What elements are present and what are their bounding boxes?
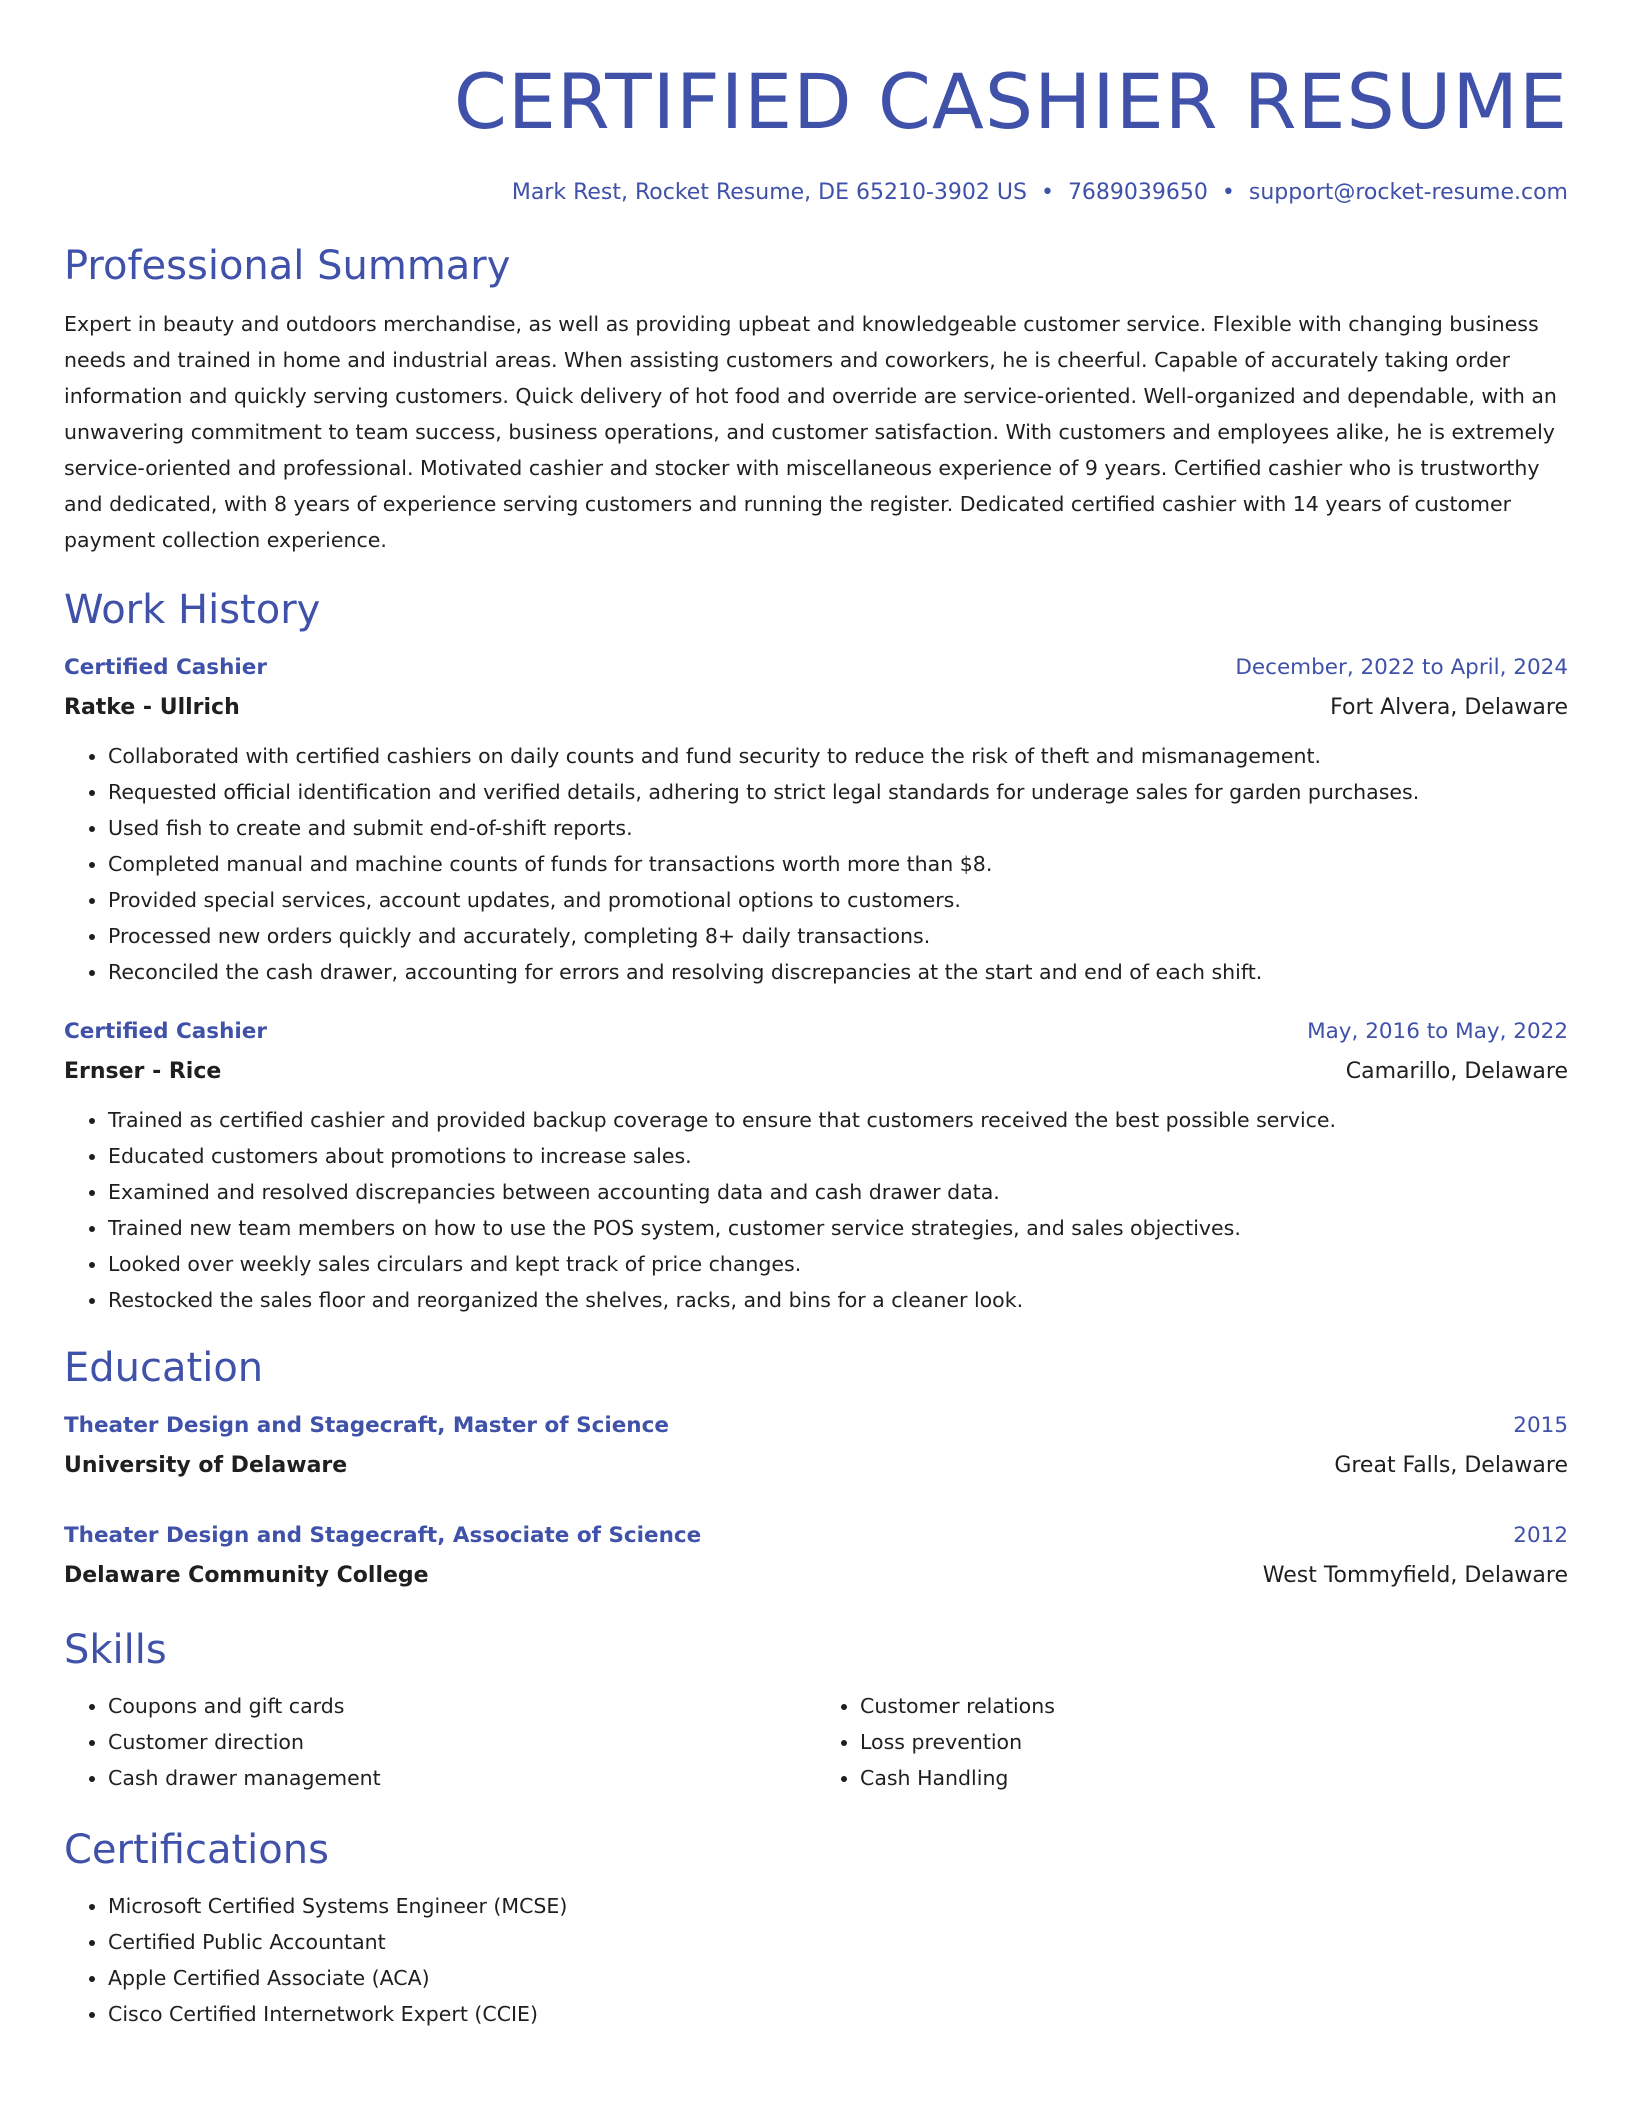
education-year: 2015 [1513,1413,1568,1438]
certifications-heading: Certifications [64,1827,329,1873]
job-bullet: • Requested official identification and verified details, adhering to strict legal standards for underage sales for garden purchases. [108,774,1568,810]
education-location: Great Falls, Delaware [1334,1453,1568,1478]
job-bullet: • Trained new team members on how to use the POS system, customer service strategies, and sales objectives. [108,1210,1568,1246]
job-employer: Ratke - Ullrich [64,695,240,720]
job-dates: December, 2022 to April, 2024 [1235,655,1568,680]
skill-item: • Cash Handling [860,1760,1568,1796]
job-bullet: • Provided special services, account updates, and promotional options to customers. [108,882,1568,918]
job-bullets [64,738,1568,990]
certification-item: • Microsoft Certified Systems Engineer (MCSE) [108,1888,1568,1924]
education-degree: Theater Design and Stagecraft, Associate of Science [64,1523,702,1548]
job-bullet: • Processed new orders quickly and accurately, completing 8+ daily transactions. [108,918,1568,954]
job-dates: May, 2016 to May, 2022 [1307,1019,1568,1044]
skill-item: • Customer direction [108,1724,816,1760]
education-degree: Theater Design and Stagecraft, Master of Science [64,1413,669,1438]
summary-heading: Professional Summary [64,243,511,289]
job-location: Fort Alvera, Delaware [1330,695,1568,720]
job-bullets [64,1102,1568,1318]
skill-item: • Customer relations [860,1688,1568,1724]
summary-text: Expert in beauty and outdoors merchandise, as well as providing upbeat and knowledgeable customer service. Flexible with changing business needs and trained in home and industrial areas. When assisting customers and coworkers, he is cheerful. Capable of accurately taking order information and quickly serving customers. Quick delivery of hot food and override are service-oriented. Well-organized and dependable, with an unwavering commitment to team success, business operations, and customer satisfaction. With customers and employees alike, he is extremely service-oriented and professional. Motivated cashier and stocker with miscellaneous experience of 9 years. Certified cashier who is trustworthy and dedicated, with 8 years of experience serving customers and running the register. Dedicated certified cashier with 14 years of customer payment collection experience. [64,312,1557,552]
job-bullet: • Examined and resolved discrepancies between accounting data and cash drawer data. [108,1174,1568,1210]
skills-column-right [816,1688,1568,1796]
job-title: Certified Cashier [64,1019,267,1044]
job-bullet: • Trained as certified cashier and provided backup coverage to ensure that customers received the best possible service. [108,1102,1568,1138]
skill-item: • Cash drawer management [108,1760,816,1796]
contact-line [64,178,1568,208]
contact-separator: • [1040,180,1054,205]
education-heading: Education [64,1345,264,1391]
job-bullet: • Reconciled the cash drawer, accounting for errors and resolving discrepancies at the start and end of each shift. [108,954,1568,990]
education-location: West Tommyfield, Delaware [1262,1563,1568,1588]
job-bullet: • Educated customers about promotions to increase sales. [108,1138,1568,1174]
education-school: University of Delaware [64,1453,348,1478]
contact-phone: 7689039650 [1067,180,1208,205]
skill-item: • Loss prevention [860,1724,1568,1760]
contact-separator: • [1221,180,1235,205]
education-year: 2012 [1513,1523,1568,1548]
resume-title: CERTIFIED CASHIER RESUME [453,57,1568,146]
job-location: Camarillo, Delaware [1345,1059,1568,1084]
certification-item: • Apple Certified Associate (ACA) [108,1960,1568,1996]
job-entry [64,1012,1568,1318]
resume-header [64,0,1568,208]
certifications-list [64,1888,1568,2032]
job-title: Certified Cashier [64,655,267,680]
education-entry [64,1516,1568,1596]
skills-column-left [64,1688,816,1796]
work-history-heading: Work History [64,587,321,633]
skills-heading: Skills [64,1627,167,1673]
skills-list [64,1678,1568,1796]
job-bullet: • Used fish to create and submit end-of-shift reports. [108,810,1568,846]
job-bullet: • Collaborated with certified cashiers on daily counts and fund security to reduce the risk of theft and mismanagement. [108,738,1568,774]
certification-item: • Cisco Certified Internetwork Expert (CCIE) [108,1996,1568,2032]
job-bullet: • Looked over weekly sales circulars and kept track of price changes. [108,1246,1568,1282]
certification-item: • Certified Public Accountant [108,1924,1568,1960]
education-school: Delaware Community College [64,1563,429,1588]
job-bullet: • Completed manual and machine counts of funds for transactions worth more than $8. [108,846,1568,882]
job-employer: Ernser - Rice [64,1059,222,1084]
contact-email: support@rocket-resume.com [1248,180,1568,205]
contact-address: Mark Rest, Rocket Resume, DE 65210-3902 US [511,180,1027,205]
job-bullet: • Restocked the sales floor and reorganized the shelves, racks, and bins for a cleaner look. [108,1282,1568,1318]
education-entry [64,1406,1568,1486]
skill-item: • Coupons and gift cards [108,1688,816,1724]
job-entry [64,648,1568,990]
